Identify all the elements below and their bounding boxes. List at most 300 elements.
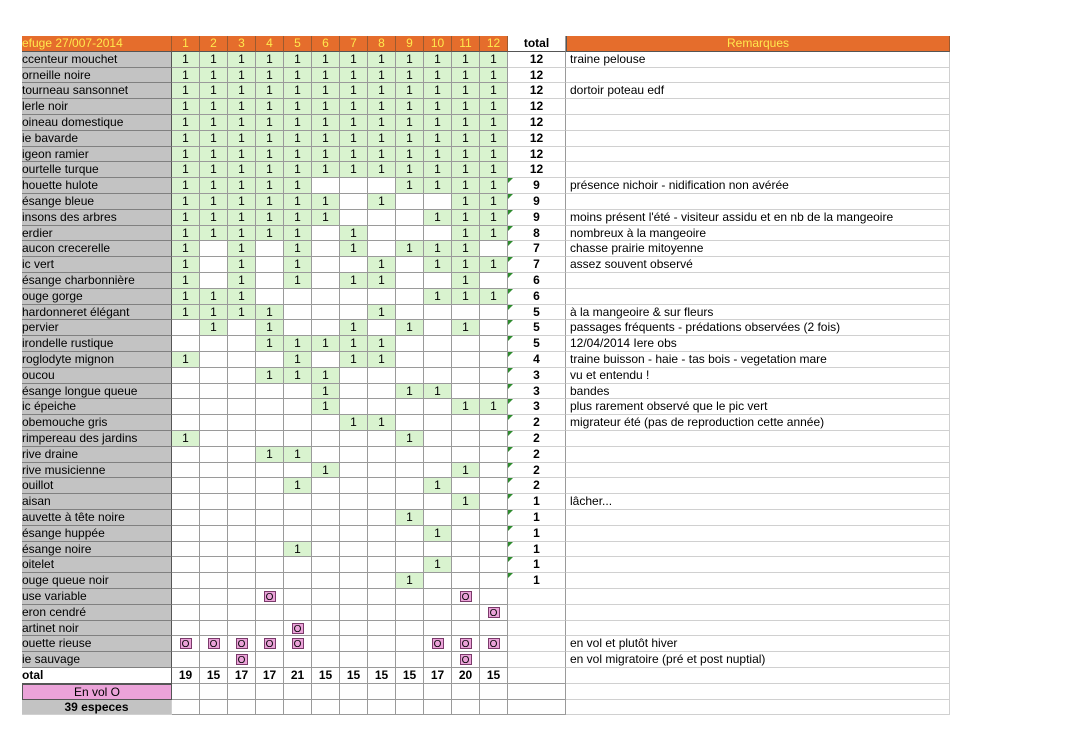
month-cell[interactable] (368, 605, 396, 621)
month-cell[interactable] (368, 510, 396, 526)
month-cell[interactable]: 1 (256, 368, 284, 384)
month-cell[interactable] (228, 652, 256, 668)
month-cell[interactable] (228, 510, 256, 526)
species-name-cell[interactable]: obemouche gris (22, 415, 172, 431)
month-cell[interactable] (424, 320, 452, 336)
month-cell[interactable]: 1 (312, 147, 340, 163)
month-cell[interactable] (340, 210, 368, 226)
month-cell[interactable] (312, 557, 340, 573)
month-cell[interactable]: 1 (172, 83, 200, 99)
month-cell[interactable]: 1 (340, 99, 368, 115)
month-cell[interactable] (200, 241, 228, 257)
month-cell[interactable] (284, 526, 312, 542)
month-cell[interactable]: 1 (284, 542, 312, 558)
month-cell[interactable]: 1 (424, 68, 452, 84)
month-cell[interactable]: 1 (396, 115, 424, 131)
month-cell[interactable] (368, 478, 396, 494)
month-total-cell[interactable]: 15 (340, 668, 368, 684)
month-cell[interactable]: 1 (200, 178, 228, 194)
month-cell[interactable] (312, 431, 340, 447)
row-total-cell[interactable]: 2 (508, 478, 566, 494)
month-cell[interactable] (396, 557, 424, 573)
month-cell[interactable] (396, 526, 424, 542)
month-cell[interactable]: 1 (452, 115, 480, 131)
month-cell[interactable]: 1 (340, 162, 368, 178)
month-cell[interactable] (480, 384, 508, 400)
month-cell[interactable]: 1 (172, 178, 200, 194)
sheet-title[interactable]: efuge 27/007-2014 (22, 36, 172, 52)
total-header[interactable]: total (508, 36, 566, 52)
row-total-cell[interactable]: 6 (508, 289, 566, 305)
month-cell[interactable] (284, 652, 312, 668)
empty-cell[interactable] (256, 684, 284, 700)
month-cell[interactable] (396, 352, 424, 368)
month-cell[interactable] (340, 636, 368, 652)
empty-cell[interactable] (200, 684, 228, 700)
empty-cell[interactable] (312, 684, 340, 700)
month-cell[interactable] (228, 605, 256, 621)
month-cell[interactable] (340, 399, 368, 415)
month-cell[interactable]: 1 (396, 178, 424, 194)
month-cell[interactable]: 1 (340, 147, 368, 163)
month-cell[interactable] (312, 352, 340, 368)
species-name-cell[interactable]: ourtelle turque (22, 162, 172, 178)
month-cell[interactable] (424, 226, 452, 242)
month-cell[interactable]: 1 (228, 162, 256, 178)
species-name-cell[interactable]: oitelet (22, 557, 172, 573)
month-cell[interactable] (368, 289, 396, 305)
month-cell[interactable]: 1 (424, 557, 452, 573)
month-cell[interactable] (284, 605, 312, 621)
month-cell[interactable] (480, 526, 508, 542)
month-cell[interactable] (452, 636, 480, 652)
month-cell[interactable] (340, 431, 368, 447)
month-cell[interactable] (480, 510, 508, 526)
month-cell[interactable]: 1 (340, 226, 368, 242)
month-cell[interactable]: 1 (340, 273, 368, 289)
species-name-cell[interactable]: rimpereau des jardins (22, 431, 172, 447)
month-cell[interactable] (340, 605, 368, 621)
row-total-cell[interactable]: 5 (508, 336, 566, 352)
empty-cell[interactable] (284, 700, 312, 716)
month-cell[interactable]: 1 (480, 68, 508, 84)
empty-cell[interactable] (340, 684, 368, 700)
month-cell[interactable] (256, 621, 284, 637)
month-cell[interactable] (340, 194, 368, 210)
month-cell[interactable] (340, 478, 368, 494)
month-cell[interactable] (368, 573, 396, 589)
month-cell[interactable] (172, 320, 200, 336)
species-name-cell[interactable]: aucon crecerelle (22, 241, 172, 257)
species-name-cell[interactable]: erdier (22, 226, 172, 242)
month-cell[interactable] (172, 573, 200, 589)
row-total-cell[interactable] (508, 652, 566, 668)
month-cell[interactable] (396, 463, 424, 479)
month-cell[interactable]: 1 (228, 210, 256, 226)
month-cell[interactable] (368, 463, 396, 479)
remark-cell[interactable] (566, 431, 950, 447)
species-name-cell[interactable]: roglodyte mignon (22, 352, 172, 368)
month-cell[interactable] (228, 463, 256, 479)
month-cell[interactable] (172, 494, 200, 510)
month-cell[interactable]: 1 (284, 99, 312, 115)
month-cell[interactable] (396, 305, 424, 321)
month-cell[interactable]: 1 (228, 68, 256, 84)
month-cell[interactable] (340, 257, 368, 273)
row-total-cell[interactable]: 12 (508, 83, 566, 99)
month-cell[interactable] (256, 636, 284, 652)
empty-cell[interactable] (228, 700, 256, 716)
month-cell[interactable]: 1 (256, 210, 284, 226)
species-name-cell[interactable]: ésange charbonnière (22, 273, 172, 289)
month-cell[interactable] (480, 336, 508, 352)
remark-cell[interactable]: dortoir poteau edf (566, 83, 950, 99)
month-cell[interactable]: 1 (480, 257, 508, 273)
month-cell[interactable]: 1 (424, 289, 452, 305)
remark-cell[interactable] (566, 131, 950, 147)
month-cell[interactable] (228, 636, 256, 652)
month-cell[interactable] (200, 621, 228, 637)
month-cell[interactable] (452, 605, 480, 621)
remark-cell[interactable] (566, 478, 950, 494)
month-cell[interactable] (452, 478, 480, 494)
month-header[interactable]: 3 (228, 36, 256, 52)
row-total-cell[interactable] (508, 636, 566, 652)
month-cell[interactable]: 1 (424, 241, 452, 257)
month-cell[interactable] (368, 431, 396, 447)
month-cell[interactable] (200, 573, 228, 589)
species-name-cell[interactable]: tourneau sansonnet (22, 83, 172, 99)
remark-cell[interactable] (566, 589, 950, 605)
month-cell[interactable]: 1 (312, 131, 340, 147)
row-total-cell[interactable]: 1 (508, 573, 566, 589)
month-cell[interactable] (228, 542, 256, 558)
month-cell[interactable] (172, 605, 200, 621)
month-cell[interactable]: 1 (200, 83, 228, 99)
row-total-cell[interactable]: 8 (508, 226, 566, 242)
month-cell[interactable] (256, 589, 284, 605)
month-cell[interactable]: 1 (368, 99, 396, 115)
species-name-cell[interactable]: ésange longue queue (22, 384, 172, 400)
month-cell[interactable] (368, 368, 396, 384)
month-cell[interactable] (452, 510, 480, 526)
month-cell[interactable]: 1 (228, 115, 256, 131)
month-cell[interactable] (340, 463, 368, 479)
month-cell[interactable]: 1 (452, 494, 480, 510)
month-cell[interactable]: 1 (228, 178, 256, 194)
month-header[interactable]: 12 (480, 36, 508, 52)
month-total-cell[interactable]: 20 (452, 668, 480, 684)
month-cell[interactable] (312, 652, 340, 668)
month-cell[interactable] (396, 273, 424, 289)
empty-cell[interactable] (256, 700, 284, 716)
row-total-cell[interactable]: 1 (508, 510, 566, 526)
month-cell[interactable] (284, 384, 312, 400)
remark-cell[interactable] (566, 463, 950, 479)
month-cell[interactable]: 1 (284, 194, 312, 210)
month-cell[interactable] (172, 542, 200, 558)
remark-cell[interactable]: moins présent l'été - visiteur assidu et en nb de la mangeoire (566, 210, 950, 226)
month-cell[interactable] (256, 463, 284, 479)
month-cell[interactable] (480, 431, 508, 447)
month-cell[interactable]: 1 (200, 320, 228, 336)
month-cell[interactable]: 1 (284, 147, 312, 163)
month-cell[interactable] (340, 589, 368, 605)
month-cell[interactable] (340, 368, 368, 384)
month-cell[interactable] (452, 652, 480, 668)
month-cell[interactable] (284, 415, 312, 431)
month-cell[interactable] (396, 652, 424, 668)
month-cell[interactable] (396, 542, 424, 558)
month-cell[interactable] (424, 589, 452, 605)
month-cell[interactable] (424, 368, 452, 384)
month-cell[interactable] (424, 605, 452, 621)
month-cell[interactable] (284, 399, 312, 415)
month-cell[interactable]: 1 (424, 52, 452, 68)
month-header[interactable]: 1 (172, 36, 200, 52)
month-cell[interactable] (172, 478, 200, 494)
species-name-cell[interactable]: oineau domestique (22, 115, 172, 131)
month-total-cell[interactable]: 15 (200, 668, 228, 684)
month-header[interactable]: 7 (340, 36, 368, 52)
month-cell[interactable] (340, 305, 368, 321)
month-cell[interactable] (424, 415, 452, 431)
month-cell[interactable]: 1 (396, 52, 424, 68)
month-cell[interactable] (480, 589, 508, 605)
month-cell[interactable] (312, 510, 340, 526)
month-cell[interactable]: 1 (228, 52, 256, 68)
remark-cell[interactable]: lâcher... (566, 494, 950, 510)
month-cell[interactable] (340, 573, 368, 589)
month-cell[interactable]: 1 (396, 320, 424, 336)
month-cell[interactable]: 1 (396, 573, 424, 589)
species-name-cell[interactable]: insons des arbres (22, 210, 172, 226)
month-cell[interactable] (396, 478, 424, 494)
month-cell[interactable] (480, 352, 508, 368)
empty-cell[interactable] (368, 700, 396, 716)
month-cell[interactable]: 1 (256, 52, 284, 68)
row-total-cell[interactable]: 3 (508, 368, 566, 384)
month-cell[interactable] (256, 557, 284, 573)
month-cell[interactable] (200, 273, 228, 289)
remark-cell[interactable]: en vol migratoire (pré et post nuptial) (566, 652, 950, 668)
month-cell[interactable] (396, 621, 424, 637)
month-cell[interactable]: 1 (480, 210, 508, 226)
month-cell[interactable]: 1 (340, 241, 368, 257)
month-cell[interactable]: 1 (368, 83, 396, 99)
month-cell[interactable]: 1 (452, 226, 480, 242)
month-cell[interactable] (452, 336, 480, 352)
month-cell[interactable]: 1 (312, 68, 340, 84)
month-cell[interactable]: 1 (284, 226, 312, 242)
month-cell[interactable] (228, 478, 256, 494)
month-cell[interactable]: 1 (368, 352, 396, 368)
month-cell[interactable] (424, 542, 452, 558)
month-cell[interactable] (424, 447, 452, 463)
species-name-cell[interactable]: houette hulote (22, 178, 172, 194)
month-cell[interactable] (396, 368, 424, 384)
month-cell[interactable] (172, 447, 200, 463)
month-cell[interactable] (228, 384, 256, 400)
row-total-cell[interactable]: 2 (508, 415, 566, 431)
month-cell[interactable] (480, 494, 508, 510)
month-cell[interactable]: 1 (284, 131, 312, 147)
month-cell[interactable] (424, 510, 452, 526)
month-cell[interactable] (480, 542, 508, 558)
row-total-cell[interactable] (508, 621, 566, 637)
month-total-cell[interactable]: 17 (256, 668, 284, 684)
month-cell[interactable]: 1 (312, 83, 340, 99)
month-cell[interactable] (312, 289, 340, 305)
month-cell[interactable] (340, 510, 368, 526)
month-cell[interactable] (396, 605, 424, 621)
month-cell[interactable] (480, 273, 508, 289)
month-cell[interactable]: 1 (256, 305, 284, 321)
month-cell[interactable]: 1 (200, 68, 228, 84)
remark-cell[interactable]: assez souvent observé (566, 257, 950, 273)
month-cell[interactable]: 1 (284, 241, 312, 257)
month-cell[interactable]: 1 (284, 447, 312, 463)
month-cell[interactable] (284, 431, 312, 447)
month-cell[interactable]: 1 (172, 147, 200, 163)
month-cell[interactable]: 1 (228, 83, 256, 99)
month-cell[interactable]: 1 (368, 194, 396, 210)
month-cell[interactable] (200, 336, 228, 352)
month-cell[interactable]: 1 (172, 194, 200, 210)
species-name-cell[interactable]: orneille noire (22, 68, 172, 84)
month-cell[interactable]: 1 (452, 162, 480, 178)
month-cell[interactable]: 1 (396, 147, 424, 163)
empty-cell[interactable] (566, 668, 950, 684)
month-cell[interactable]: 1 (396, 131, 424, 147)
month-cell[interactable] (256, 542, 284, 558)
month-cell[interactable]: 1 (424, 162, 452, 178)
month-cell[interactable] (256, 573, 284, 589)
month-cell[interactable] (172, 336, 200, 352)
month-cell[interactable]: 1 (396, 510, 424, 526)
month-cell[interactable] (312, 320, 340, 336)
month-cell[interactable]: 1 (396, 241, 424, 257)
remark-cell[interactable] (566, 447, 950, 463)
row-total-cell[interactable]: 12 (508, 52, 566, 68)
month-cell[interactable]: 1 (424, 99, 452, 115)
row-total-cell[interactable]: 7 (508, 257, 566, 273)
month-cell[interactable]: 1 (368, 162, 396, 178)
month-cell[interactable] (452, 305, 480, 321)
month-cell[interactable] (228, 573, 256, 589)
month-cell[interactable]: 1 (172, 289, 200, 305)
row-total-cell[interactable]: 12 (508, 68, 566, 84)
month-cell[interactable] (368, 557, 396, 573)
month-cell[interactable]: 1 (424, 83, 452, 99)
month-cell[interactable]: 1 (284, 368, 312, 384)
month-cell[interactable]: 1 (228, 305, 256, 321)
month-cell[interactable]: 1 (480, 178, 508, 194)
month-cell[interactable] (172, 510, 200, 526)
month-cell[interactable] (200, 352, 228, 368)
month-cell[interactable]: 1 (200, 194, 228, 210)
month-cell[interactable] (368, 652, 396, 668)
month-cell[interactable] (368, 210, 396, 226)
month-total-cell[interactable]: 15 (368, 668, 396, 684)
month-cell[interactable] (424, 494, 452, 510)
month-cell[interactable]: 1 (340, 415, 368, 431)
month-cell[interactable] (396, 336, 424, 352)
month-cell[interactable]: 1 (200, 131, 228, 147)
month-cell[interactable] (256, 494, 284, 510)
month-cell[interactable] (228, 526, 256, 542)
remark-cell[interactable]: traine buisson - haie - tas bois - vegetation mare (566, 352, 950, 368)
month-cell[interactable] (172, 415, 200, 431)
species-name-cell[interactable]: pervier (22, 320, 172, 336)
month-cell[interactable]: 1 (312, 463, 340, 479)
month-cell[interactable]: 1 (396, 99, 424, 115)
empty-cell[interactable] (480, 700, 508, 716)
month-cell[interactable]: 1 (228, 131, 256, 147)
month-cell[interactable]: 1 (452, 257, 480, 273)
month-cell[interactable]: 1 (480, 194, 508, 210)
month-cell[interactable]: 1 (284, 178, 312, 194)
month-header[interactable]: 2 (200, 36, 228, 52)
month-cell[interactable] (200, 415, 228, 431)
row-total-cell[interactable]: 1 (508, 494, 566, 510)
month-cell[interactable] (228, 557, 256, 573)
month-header[interactable]: 11 (452, 36, 480, 52)
month-cell[interactable] (172, 636, 200, 652)
month-cell[interactable] (396, 210, 424, 226)
row-total-cell[interactable]: 1 (508, 557, 566, 573)
species-name-cell[interactable]: use variable (22, 589, 172, 605)
species-name-cell[interactable]: irondelle rustique (22, 336, 172, 352)
month-cell[interactable]: 1 (396, 431, 424, 447)
month-cell[interactable]: 1 (200, 305, 228, 321)
month-cell[interactable] (396, 289, 424, 305)
row-total-cell[interactable]: 9 (508, 194, 566, 210)
species-name-cell[interactable]: ouette rieuse (22, 636, 172, 652)
month-cell[interactable]: 1 (256, 336, 284, 352)
month-cell[interactable]: 1 (256, 99, 284, 115)
month-cell[interactable]: 1 (452, 463, 480, 479)
month-cell[interactable]: 1 (396, 162, 424, 178)
month-cell[interactable]: 1 (424, 478, 452, 494)
remark-cell[interactable]: vu et entendu ! (566, 368, 950, 384)
month-cell[interactable]: 1 (312, 368, 340, 384)
empty-cell[interactable] (452, 700, 480, 716)
month-cell[interactable]: 1 (200, 147, 228, 163)
month-cell[interactable] (228, 494, 256, 510)
month-cell[interactable] (312, 241, 340, 257)
month-cell[interactable] (256, 384, 284, 400)
month-cell[interactable] (452, 573, 480, 589)
empty-cell[interactable] (452, 684, 480, 700)
species-name-cell[interactable]: oucou (22, 368, 172, 384)
month-cell[interactable] (396, 589, 424, 605)
month-cell[interactable]: 1 (172, 241, 200, 257)
month-cell[interactable] (312, 305, 340, 321)
month-cell[interactable] (452, 415, 480, 431)
species-name-cell[interactable]: eron cendré (22, 605, 172, 621)
remark-cell[interactable]: 12/04/2014 Iere obs (566, 336, 950, 352)
month-total-cell[interactable]: 19 (172, 668, 200, 684)
month-cell[interactable] (200, 510, 228, 526)
month-cell[interactable]: 1 (452, 52, 480, 68)
remark-cell[interactable] (566, 526, 950, 542)
month-cell[interactable]: 1 (284, 273, 312, 289)
month-cell[interactable]: 1 (312, 99, 340, 115)
month-cell[interactable]: 1 (172, 162, 200, 178)
month-cell[interactable] (228, 431, 256, 447)
month-cell[interactable]: 1 (368, 68, 396, 84)
